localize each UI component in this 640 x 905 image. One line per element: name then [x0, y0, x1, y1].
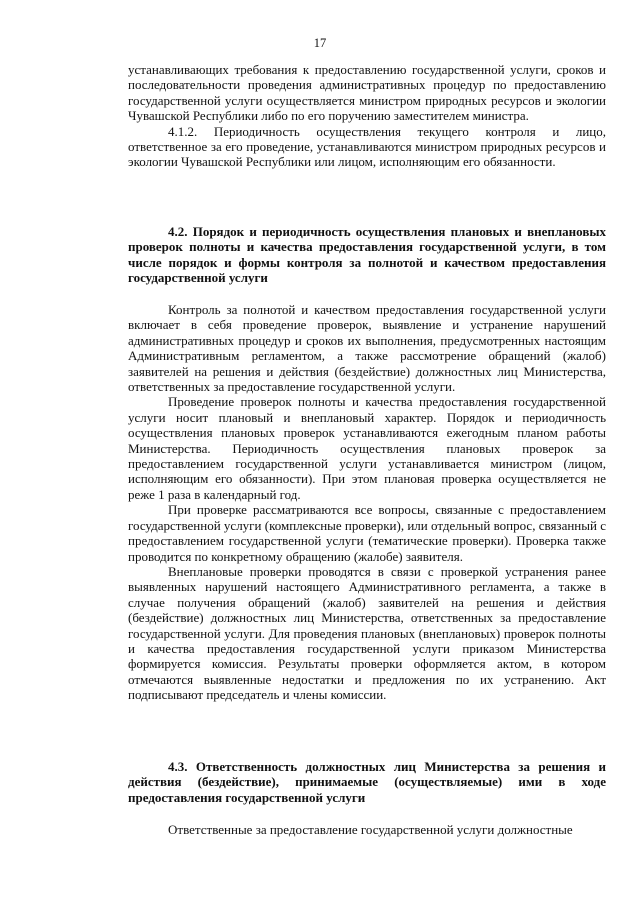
paragraph: Проведение проверок полноты и качества предоставления государственной услуги носит плановый и внеплановый характер. Порядок и периодичность осуществления плановых проверок устанавливаются ежегодным планом работы Министерства. Периодичность осуществления плановых проверок за предоставлением государственной услуги устанавливается министром (лицом, исполняющим его обязанности). При этом плановая проверка осуществляется не реже 1 раза в календарный год.: [128, 394, 606, 502]
section-4-3: [128, 759, 606, 805]
paragraph: При проверке рассматриваются все вопросы, связанные с предоставлением государственной услуги (комплексные проверки), или отдельный вопрос, связанный с предоставлением государственной услуги (тематические проверки). Проверка также проводится по конкретному обращению (жалобе) заявителя.: [128, 502, 606, 564]
page-number: 17: [313, 36, 327, 50]
section-4-2-body: [128, 302, 606, 703]
paragraph-continuation: устанавливающих требования к предоставлению государственной услуги, сроков и последовательности проведения административных процедур по предоставлению государственной услуги осуществляется министром природных ресурсов и экологии Чувашской Республики либо по его поручению заместителем министра.: [128, 62, 606, 124]
paragraph: Ответственные за предоставление государственной услуги должностные: [168, 822, 573, 837]
paragraph-4-1-2: 4.1.2. Периодичность осуществления текущего контроля и лицо, ответственное за его проведение, устанавливаются министром природных ресурсов и экологии Чувашской Республики или лицом, исполняющим его обязанности.: [128, 123, 606, 170]
section-4-3-body: [128, 822, 606, 837]
paragraph: Контроль за полнотой и качеством предоставления государственной услуги включает в себя проведение проверок, выявление и устранение нарушений административных процедур и сроков их выполнения, предусмотренных настоящим Административным регламентом, а также рассмотрение обращений (жалоб) заявителей на решения и действия (бездействие) должностных лиц Министерства, ответственных за предоставление государственной услуги.: [128, 302, 606, 395]
paragraph: Внеплановые проверки проводятся в связи с проверкой устранения ранее выявленных нарушений настоящего Административного регламента, а также в случае получения обращений (жалоб) заявителей на решения и действия (бездействие) должностных лиц Министерства, ответственных за предоставление государственной услуги. Для проведения плановых (внеплановых) проверок полноты и качества предоставления государственной услуги приказом Министерства формируется комиссия. Результаты проверки оформляется актом, в котором отмечаются выявленные недостатки и предложения по их устранению. Акт подписывают председатель и члены комиссии.: [128, 563, 606, 703]
section-4-2: [128, 224, 606, 286]
section-4-1-continuation: [128, 62, 606, 170]
section-heading-4-3: 4.3. Ответственность должностных лиц Министерства за решения и действия (бездействие), принимаемые (осуществляемые) ими в ходе предоставления государственной услуги: [128, 759, 606, 805]
section-heading-4-2: 4.2. Порядок и периодичность осуществления плановых и внеплановых проверок полноты и качества предоставления государственной услуги, в том числе порядок и формы контроля за полнотой и качеством предоставления государственной услуги: [128, 224, 606, 286]
